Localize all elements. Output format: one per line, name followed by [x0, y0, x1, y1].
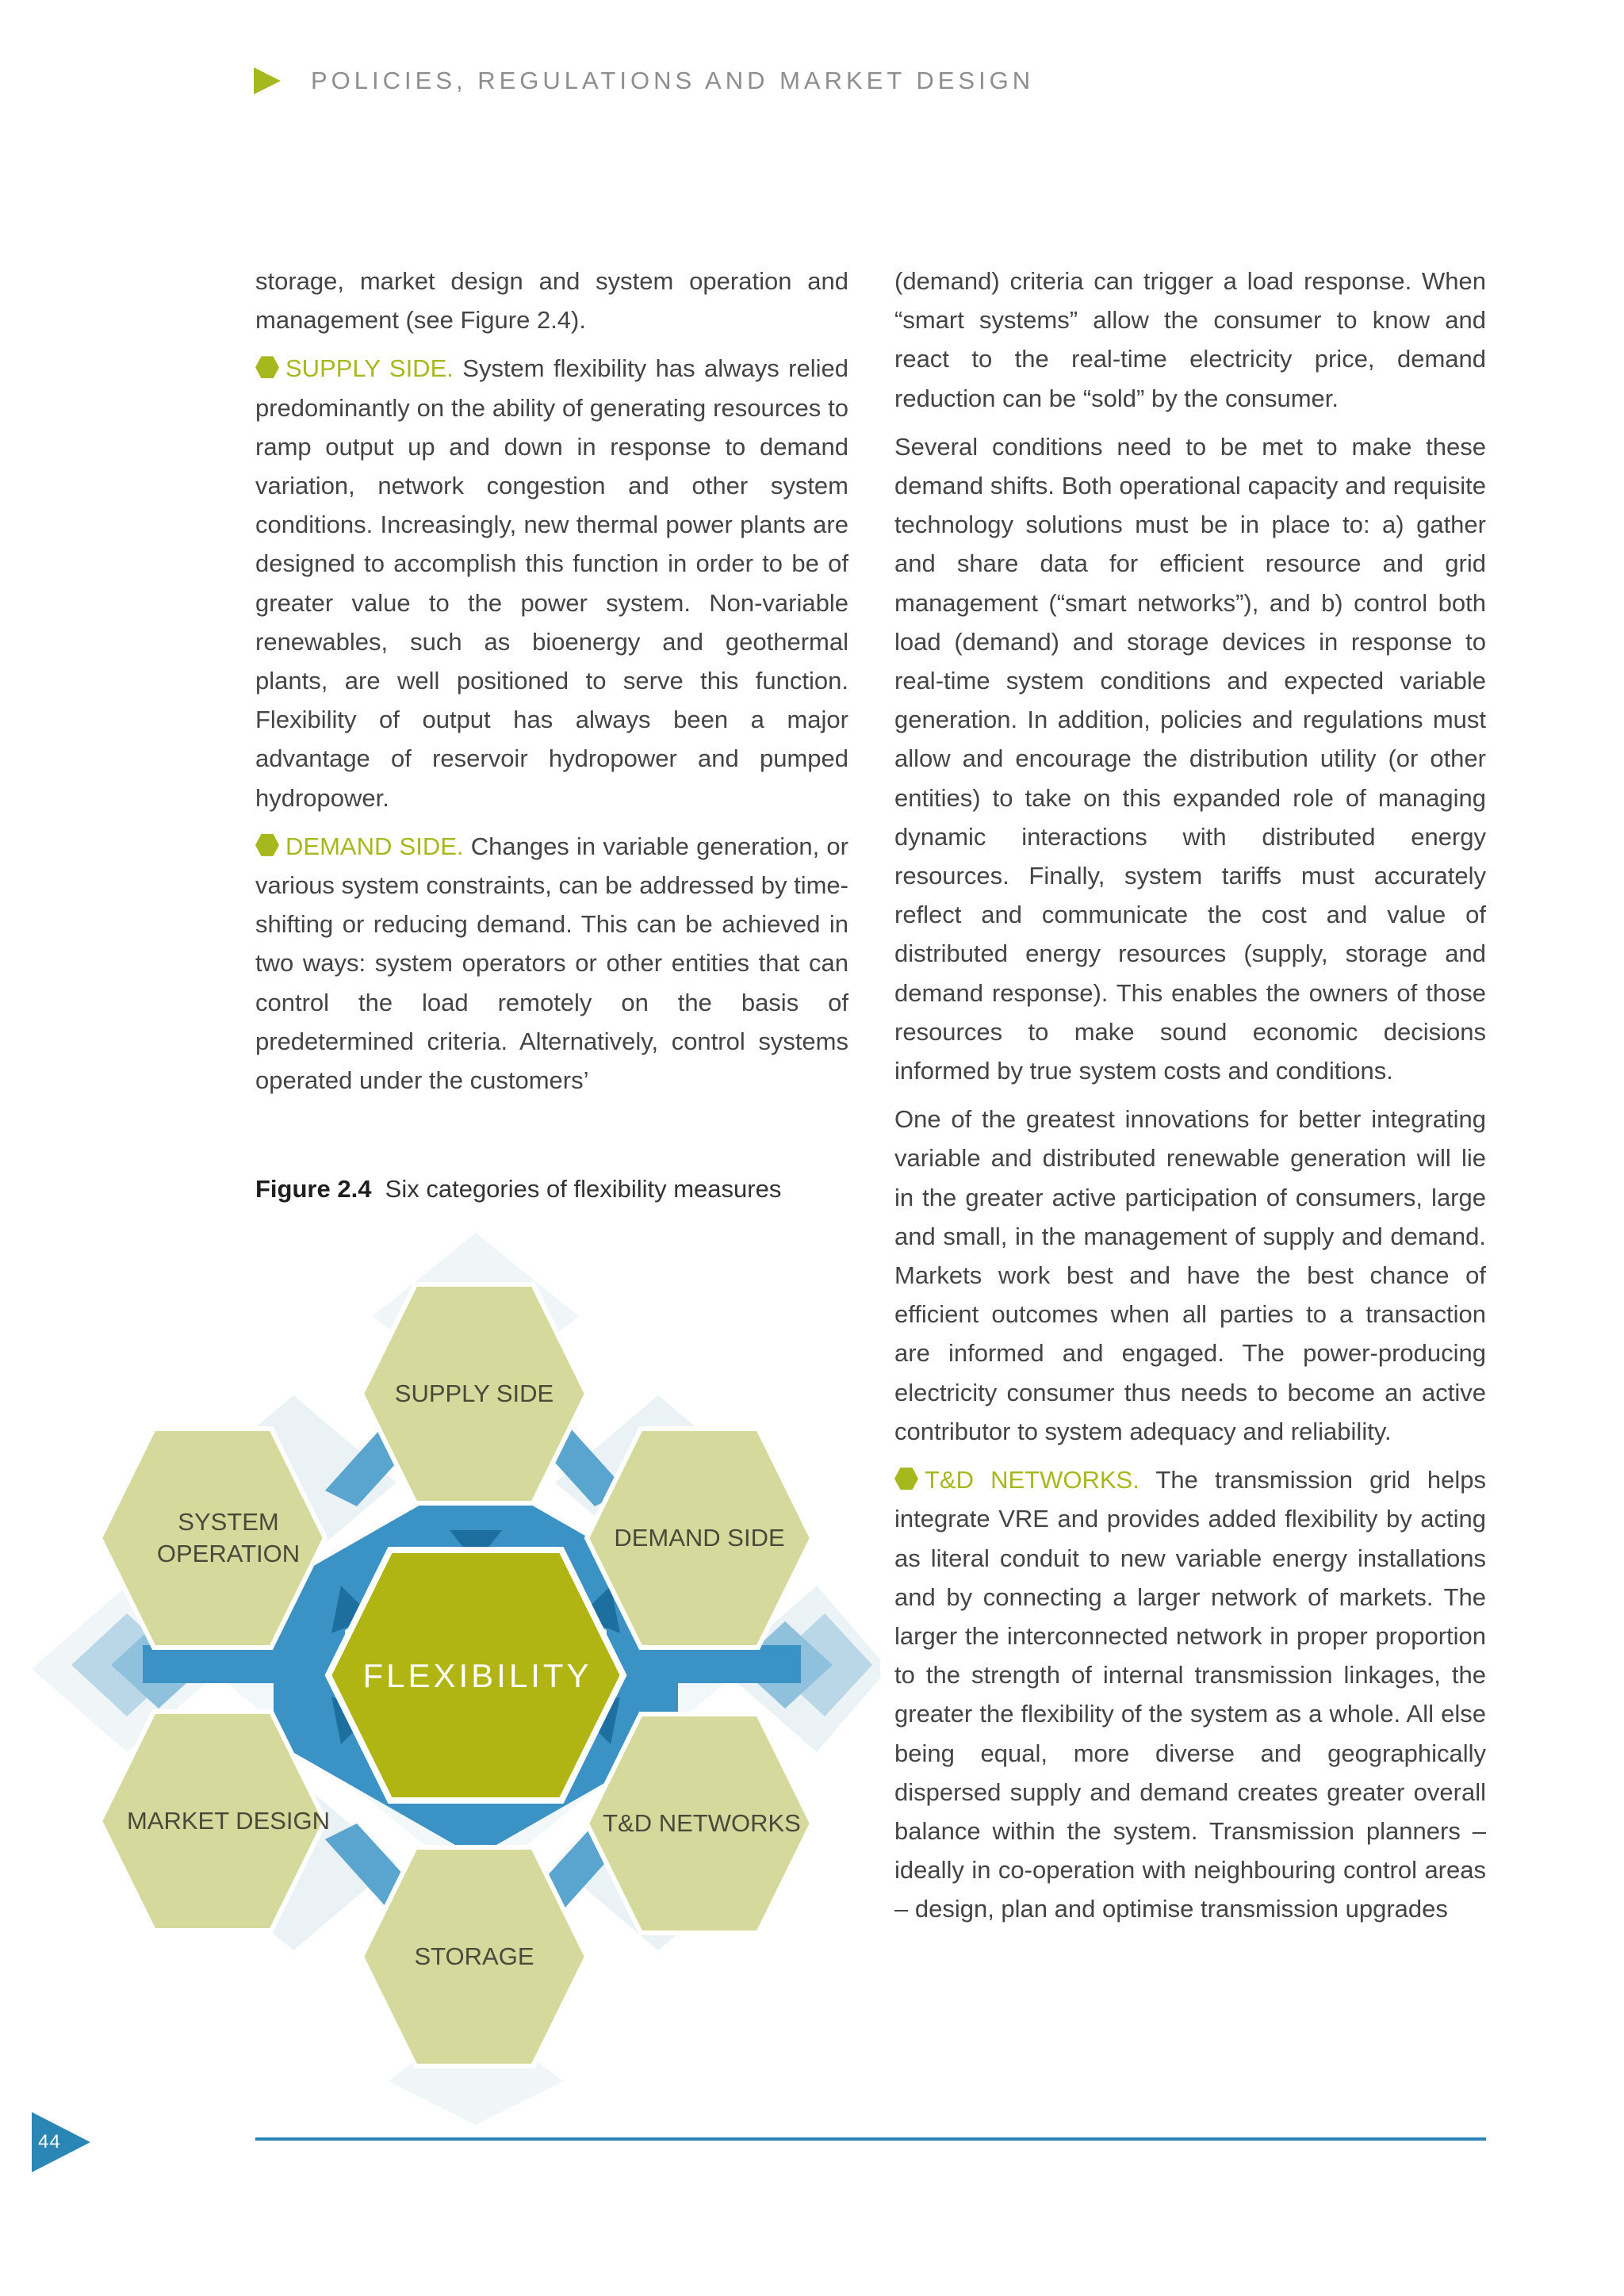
hex-supply-side-label: SUPPLY SIDE [394, 1380, 554, 1407]
hex-market-design-label: MARKET DESIGN [126, 1807, 331, 1835]
supply-side-text: System flexibility has always relied predominantly on the ability of generating resources to ramp output up and down in response to demand variation, network congestion and other system conditions. Increasingly, new thermal power plants are designed to accomplish this function in order to be of greater value to the power system. Non-variable renewables, such as bioenergy and geothermal plants, are well positioned to serve this function. Flexibility of output has always been a major advantage of reservoir hydropower and pumped hydropower. [255, 354, 848, 812]
right-paragraph-3: One of the greatest innovations for better integrating variable and distributed renewable generation will lie in the greater active participation of consumers, large and small, in the management of supply and demand. Markets work best and have the best chance of efficient outcomes when all parties to a transaction are informed and engaged. The power-producing electricity consumer thus needs to become an active contributor to system adequacy and reliability. [894, 1105, 1486, 1445]
left-paragraph-intro: storage, market design and system operation and management (see Figure 2.4). [255, 267, 848, 335]
hex-flexibility-label: FLEXIBILITY [362, 1657, 592, 1694]
hex-system-operation-label-line2: OPERATION [156, 1540, 301, 1567]
right-paragraph-2: Several conditions need to be met to make these demand shifts. Both operational capacity and requisite technology solutions must be in place to: a) gather and share data for efficient resource and grid management (“smart networks”), and b) control both load (demand) and storage devices in response to real-time system conditions and expected variable generation. In addition, policies and regulations must allow and encourage the distribution utility (or other entities) to take on this expanded role of managing dynamic interactions with distributed energy resources. Finally, system tariffs must accurately reflect and communicate the cost and value of distributed energy resources (supply, storage and demand response). This enables the owners of those resources to make sound economic decisions informed by true system costs and conditions. [894, 432, 1486, 1085]
demand-side-text: Changes in variable generation, or various system constraints, can be addressed by time-shifting or reducing demand. This can be achieved in two ways: system operators or other entities that can control the load remotely on the basis of predetermined criteria. Alternatively, control systems operated under the customers’ [255, 832, 848, 1095]
hex-td-networks-label: T&D NETWORKS [603, 1809, 801, 1837]
footer-rule [255, 2137, 1486, 2141]
td-networks-text: The transmission grid helps integrate VRE and provides added flexibility by acting as literal conduit to new variable energy installations and by connecting a larger network of markets. The larger the interconnected network in proper proportion to the strength of internal transmission linkages, the greater the flexibility of the system as a whole. All else being equal, more diverse and geographically dispersed supply and demand creates greater overall balance within the system. Transmission planners – ideally in co-operation with neighbouring control areas – design, plan and optimise transmission upgrades [894, 1466, 1487, 1923]
td-networks-paragraph [894, 1460, 1486, 1928]
left-column [255, 262, 848, 1109]
page-number: 44 [38, 2131, 61, 2152]
td-networks-keyword: T&D NETWORKS. [925, 1466, 1139, 1494]
hex-demand-side-label: DEMAND SIDE [614, 1524, 785, 1552]
figure-label: Figure 2.4 [255, 1175, 372, 1203]
hex-system-operation-label-line1: SYSTEM [178, 1508, 279, 1536]
supply-side-paragraph [255, 349, 848, 817]
hexagon-bullet-icon [255, 356, 279, 378]
figure-caption [255, 1175, 781, 1203]
play-triangle-icon [254, 67, 281, 94]
right-paragraph-1: (demand) criteria can trigger a load response. When “smart systems” allow the consumer to know and react to the real-time electricity price, demand reduction can be “sold” by the consumer. [894, 267, 1486, 412]
right-column [894, 262, 1486, 1938]
hexagon-bullet-icon [255, 834, 279, 856]
flexibility-diagram [24, 1221, 880, 2133]
figure-caption-text: Six categories of flexibility measures [385, 1175, 782, 1203]
hex-flexibility-center [328, 1550, 623, 1800]
supply-side-keyword: SUPPLY SIDE. [285, 354, 454, 383]
demand-side-paragraph [255, 827, 848, 1100]
running-header [254, 67, 1034, 95]
demand-side-keyword: DEMAND SIDE. [285, 832, 464, 860]
hex-storage-label: STORAGE [414, 1942, 534, 1970]
hexagon-bullet-icon [894, 1468, 918, 1490]
header-title: POLICIES, REGULATIONS AND MARKET DESIGN [311, 67, 1035, 94]
